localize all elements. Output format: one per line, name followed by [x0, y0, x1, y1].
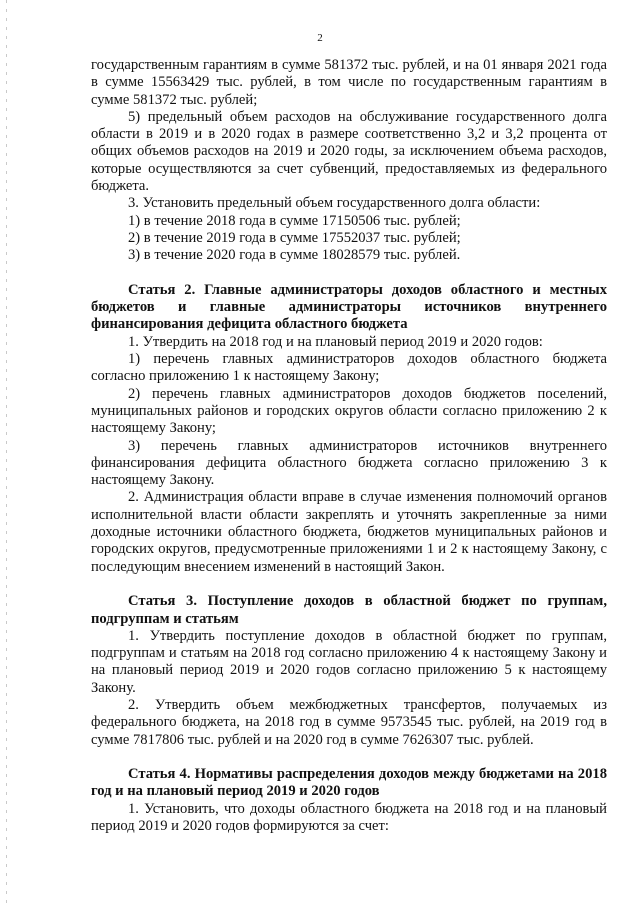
paragraph: 1. Установить, что доходы областного бюджета на 2018 год и на плановый период 2019 и 2020 годов формируются за счет: [91, 800, 607, 835]
paragraph: 3) в течение 2020 года в сумме 18028579 тыс. рублей. [128, 247, 461, 264]
paragraph: 3. Установить предельный объем государственного долга области: [128, 195, 541, 212]
section-spacer [91, 576, 607, 593]
paragraph: государственным гарантиям в сумме 581372 тыс. рублей, и на 01 января 2021 года в сумме 15563429 тыс. рублей, в том числе по государственным гарантиям в сумме 581372 тыс. рублей; [91, 57, 607, 108]
article-heading: Статья 4. Нормативы распределения доходов между бюджетами на 2018 год и на плановый период 2019 и 2020 годов [91, 766, 607, 800]
page-number: 2 [317, 32, 323, 44]
paragraph: 3) перечень главных администраторов источников внутреннего финансирования дефицита областного бюджета согласно приложению 3 к настоящему Закону. [91, 437, 607, 489]
paragraph: 2) перечень главных администраторов доходов бюджетов поселений, муниципальных районов и городских округов области согласно приложению 2 к настоящему Закону; [91, 385, 607, 437]
paragraph: 2) в течение 2019 года в сумме 17552037 тыс. рублей; [128, 229, 461, 246]
article-heading: Статья 2. Главные администраторы доходов областного и местных бюджетов и главные администраторы источников внутреннего финансирования дефицита областного бюджета [91, 281, 607, 333]
paragraph: 2. Администрация области вправе в случае изменения полномочий органов исполнительной власти области закреплять и уточнять закрепленные за ними доходные источники областного бюджета, бюджетов муниципальных районов и городских округов, предусмотренные приложениями 1 и 2 к настоящему Закону, с последующим внесением изменений в настоящий Закон. [91, 489, 607, 575]
paragraph: 2. Утвердить объем межбюджетных трансфертов, получаемых из федерального бюджета, на 2018 год в сумме 9573545 тыс. рублей, на 2019 год в сумме 7817806 тыс. рублей и на 2020 год в сумме 7626307 тыс. рублей. [91, 696, 607, 748]
paragraph: 1. Утвердить на 2018 год и на плановый период 2019 и 2020 годов: [128, 333, 543, 350]
article-heading: Статья 3. Поступление доходов в областной бюджет по группам, подгруппам и статьям [91, 593, 607, 627]
section-spacer [91, 265, 607, 282]
paragraph: 1) в течение 2018 года в сумме 17150506 тыс. рублей; [128, 212, 461, 229]
paragraph: 1) перечень главных администраторов доходов областного бюджета согласно приложению 1 к настоящему Закону; [91, 351, 607, 385]
paragraph: 5) предельный объем расходов на обслуживание государственного долга области в 2019 и в 2020 годах в размере соответственно 3,2 и 3,2 процента от общих объемов расходов на 2019 и 2020 годы, за исключением объема расходов, которые осуществляются за счет субвенций, предоставляемых из федерального бюджета. [91, 108, 607, 195]
section-spacer [91, 749, 607, 766]
document-body [91, 57, 607, 835]
scan-edge-line [6, 0, 7, 905]
paragraph: 1. Утвердить поступление доходов в областной бюджет по группам, подгруппам и статьям на 2018 год согласно приложению 4 к настоящему Закону и на плановый период 2019 и 2020 годов согласно приложению 5 к настоящему Закону. [91, 627, 607, 696]
